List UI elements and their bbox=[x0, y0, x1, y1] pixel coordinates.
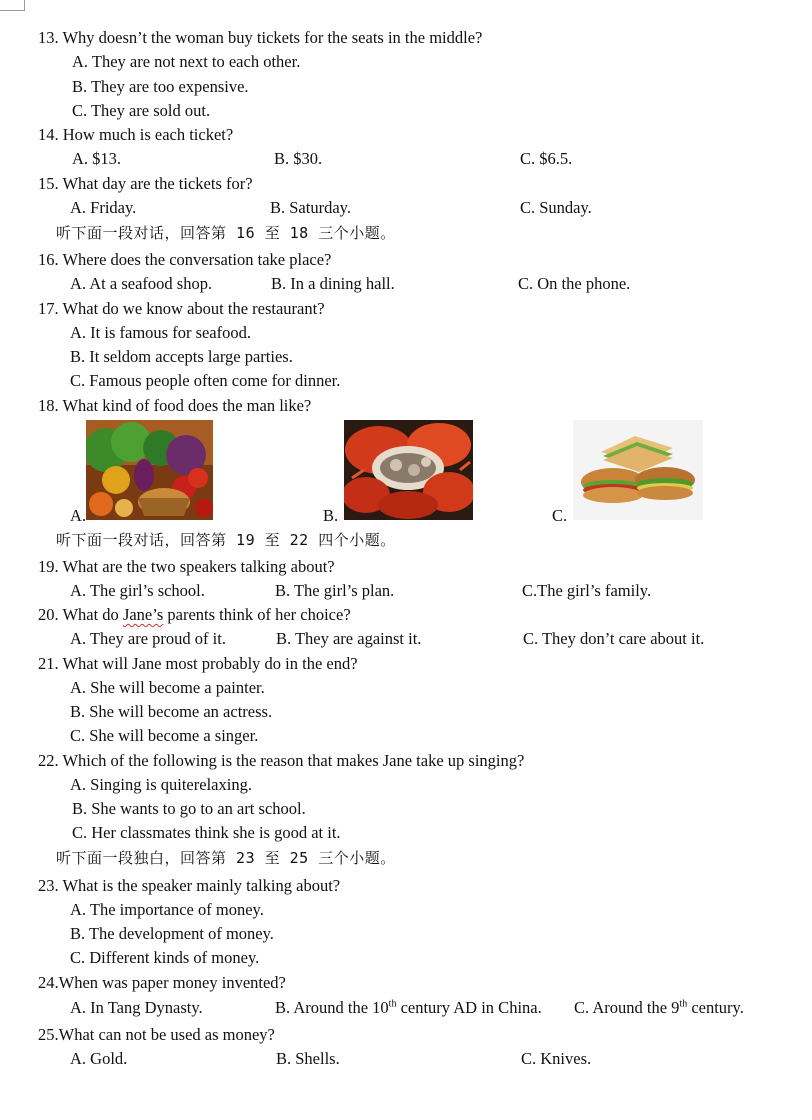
q22-option-a: A. Singing is quiterelaxing. bbox=[70, 775, 252, 794]
q14-option-b: B. $30. bbox=[274, 149, 323, 168]
q23-option-c: C. Different kinds of money. bbox=[70, 948, 260, 967]
question-17: 17. What do we know about the restaurant? bbox=[38, 299, 325, 318]
q20-option-a: A. They are proud of it. bbox=[70, 629, 226, 648]
question-19: 19. What are the two speakers talking about? bbox=[38, 557, 335, 576]
q13-option-b: B. They are too expensive. bbox=[72, 77, 249, 96]
question-13: 13. Why doesn’t the woman buy tickets for the seats in the middle? bbox=[38, 28, 483, 47]
q24-b-text: B. Around the 10 bbox=[275, 998, 389, 1017]
q25-option-b: B. Shells. bbox=[276, 1049, 340, 1068]
vegetables-image bbox=[86, 420, 213, 520]
q22-option-c: C. Her classmates think she is good at it. bbox=[72, 823, 341, 842]
q24-option-b bbox=[275, 998, 542, 1018]
q23-option-b: B. The development of money. bbox=[70, 924, 274, 943]
question-16: 16. Where does the conversation take place? bbox=[38, 250, 332, 269]
q16-option-c: C. On the phone. bbox=[518, 274, 631, 293]
section-instruction-2: 听下面一段对话，回答第 19 至 22 四个小题。 bbox=[56, 531, 396, 549]
question-18: 18. What kind of food does the man like? bbox=[38, 396, 312, 415]
q19-option-c: C.The girl’s family. bbox=[522, 581, 652, 600]
q14-option-a: A. $13. bbox=[72, 149, 122, 168]
q25-option-c: C. Knives. bbox=[521, 1049, 592, 1068]
question-21: 21. What will Jane most probably do in the end? bbox=[38, 654, 358, 673]
q17-option-c: C. Famous people often come for dinner. bbox=[70, 371, 341, 390]
q25-option-a: A. Gold. bbox=[70, 1049, 128, 1068]
q16-option-a: A. At a seafood shop. bbox=[70, 274, 213, 293]
q14-option-c: C. $6.5. bbox=[520, 149, 573, 168]
question-24: 24.When was paper money invented? bbox=[38, 973, 286, 992]
q21-option-c: C. She will become a singer. bbox=[70, 726, 259, 745]
q13-option-c: C. They are sold out. bbox=[72, 101, 211, 120]
q15-option-b: B. Saturday. bbox=[270, 198, 351, 217]
section-instruction-3: 听下面一段独白，回答第 23 至 25 三个小题。 bbox=[56, 849, 396, 867]
q20-text-suffix: parents think of her choice? bbox=[163, 605, 351, 624]
q24-option-c bbox=[574, 998, 744, 1018]
q24-c-superscript: th bbox=[679, 998, 688, 1010]
q13-option-a: A. They are not next to each other. bbox=[72, 52, 301, 71]
q22-option-b: B. She wants to go to an art school. bbox=[72, 799, 306, 818]
q24-b-text-end: century AD in China. bbox=[396, 998, 542, 1017]
sandwiches-image bbox=[573, 420, 703, 520]
question-23: 23. What is the speaker mainly talking about? bbox=[38, 876, 341, 895]
question-22: 22. Which of the following is the reason that makes Jane take up singing? bbox=[38, 751, 525, 770]
q15-option-c: C. Sunday. bbox=[520, 198, 592, 217]
question-25: 25.What can not be used as money? bbox=[38, 1025, 275, 1044]
q16-option-b: B. In a dining hall. bbox=[271, 274, 395, 293]
q24-b-superscript: th bbox=[388, 998, 397, 1010]
q20-name-word: Jane’s bbox=[122, 605, 164, 624]
q20-option-b: B. They are against it. bbox=[276, 629, 422, 648]
q17-option-b: B. It seldom accepts large parties. bbox=[70, 347, 293, 366]
question-15: 15. What day are the tickets for? bbox=[38, 174, 253, 193]
q17-option-a: A. It is famous for seafood. bbox=[70, 323, 252, 342]
section-instruction-1: 听下面一段对话，回答第 16 至 18 三个小题。 bbox=[56, 224, 396, 242]
q20-text-prefix: 20. What do bbox=[38, 605, 123, 624]
q18-option-a-label: A. bbox=[70, 506, 87, 525]
q15-option-a: A. Friday. bbox=[70, 198, 137, 217]
q21-option-a: A. She will become a painter. bbox=[70, 678, 265, 697]
q18-option-c-label: C. bbox=[552, 506, 568, 525]
q24-c-text: C. Around the 9 bbox=[574, 998, 680, 1017]
page-corner-mark bbox=[0, 0, 25, 11]
q20-option-c: C. They don’t care about it. bbox=[523, 629, 705, 648]
q24-option-a: A. In Tang Dynasty. bbox=[70, 998, 203, 1017]
q19-option-b: B. The girl’s plan. bbox=[275, 581, 395, 600]
q19-option-a: A. The girl’s school. bbox=[70, 581, 205, 600]
question-20 bbox=[38, 605, 351, 625]
question-14: 14. How much is each ticket? bbox=[38, 125, 234, 144]
seafood-image bbox=[344, 420, 473, 520]
q18-option-b-label: B. bbox=[323, 506, 339, 525]
q21-option-b: B. She will become an actress. bbox=[70, 702, 273, 721]
q23-option-a: A. The importance of money. bbox=[70, 900, 264, 919]
q24-c-text-end: century. bbox=[687, 998, 744, 1017]
